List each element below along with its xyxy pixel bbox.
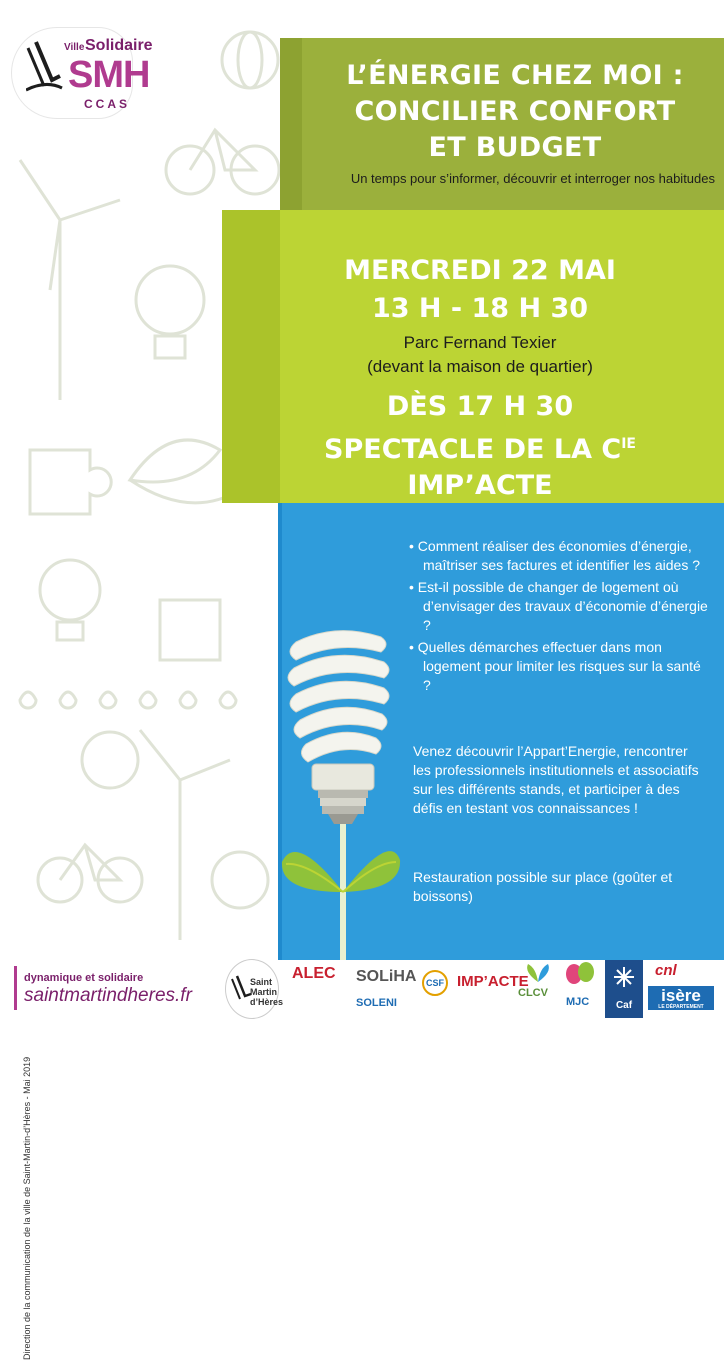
lightbulb-icon [136,266,204,358]
puzzle-piece-icon [160,600,220,660]
show-title [260,426,700,504]
partner-caf-text: Caf [615,1000,633,1011]
partner-smh-text: Saint Martin d’Hères [250,977,284,1007]
event-place-line: (devant la maison de quartier) [367,357,593,376]
partner-isere-subtext: LE DÉPARTEMENT [658,1004,704,1010]
question-list [409,537,709,698]
lightbulb-plant-illustration [276,622,406,960]
credit-text: Direction de la communication de la ville de Saint-Martin-d’Hères - Mai 2019 [22,1056,32,1360]
partner-logo-smh [226,960,284,1018]
event-place-line: Parc Fernand Texier [403,333,557,352]
partner-clcv-text: CLCV [518,987,548,999]
smh-ccas-logo [12,28,157,118]
bicycle-icon [166,130,279,194]
partner-logo-caf [605,960,643,1018]
logo-solidaire-text: Solidaire [85,37,153,54]
logo-smh-text: SMH [68,54,150,96]
partner-logo-impacte [457,973,529,990]
list-item: • Quelles démarches effectuer dans mon logement pour limiter les risques sur la santé ? [409,638,709,695]
partner-logo-cnl [655,962,677,979]
logo-ccas-text: CCAS [84,97,131,111]
title-line: L’ÉNERGIE CHEZ MOI : [346,60,684,91]
logo-ville-text: Ville [64,42,85,53]
info-paragraph: Venez découvrir l’Appart’Energie, rencontrer les professionnels institutionnels et associatifs sur les différents stands, et participer à des défis en testant vos connaissances ! [413,743,699,816]
balloon-icon [578,962,594,982]
list-item: • Comment réaliser des économies d’énergie, maîtriser ses factures et identifier les aides ? [409,537,709,575]
title-line: CONCILIER CONFORT [354,96,676,127]
lightbulb-icon [82,732,138,788]
water-drops-icon [20,692,236,708]
lightbulb-icon [40,560,100,640]
logo-mark-icon [26,40,66,100]
page-subtitle: Un temps pour s’informer, découvrir et interroger nos habitudes [350,171,715,186]
event-place [260,331,700,379]
show-title-suffix: IMP’ACTE [407,470,553,501]
partner-alec-text: ALEC [292,965,336,982]
stem-leaves-icon [282,824,400,960]
catering-text: Restauration possible sur place (goûter et boissons) [413,869,673,904]
footer-tagline: dynamique et solidaire [24,972,144,984]
partner-logo-clcv [518,962,558,999]
wind-turbine-icon [20,160,120,400]
clcv-leaf-icon [518,962,558,984]
partner-impacte-text: IMP’ACTE [457,973,529,990]
partner-soliha-text: SOLiHA [356,968,417,985]
cfl-bulb-icon [288,631,389,824]
puzzle-piece-icon [30,450,111,514]
bicycle-icon [38,845,142,902]
partner-logo-soleni [356,997,397,1009]
show-time: DÈS 17 H 30 [386,391,574,422]
partner-logo-isere [648,986,714,1010]
partner-csf-text: CSF [426,978,444,988]
globe-icon [222,32,278,88]
partner-cnl-text: cnl [655,962,677,979]
wind-turbine-icon [140,730,230,940]
show-title-sup: IE [621,436,636,452]
partner-logo-soliha [356,968,416,986]
partner-logo-csf [422,970,448,996]
partner-mjc-text: MJC [566,996,590,1008]
partner-logo-alec [292,965,336,983]
footer-website-link[interactable]: saintmartindheres.fr [24,985,192,1006]
show-title-prefix: SPECTACLE DE LA C [324,434,622,465]
title-line: ET BUDGET [428,132,602,163]
event-date: MERCREDI 22 MAI [344,255,616,286]
event-hours: 13 H - 18 H 30 [371,293,589,324]
partner-isere-text: isère [661,986,701,1005]
partner-soleni-text: SOLENI [356,997,397,1009]
page-title [330,58,700,166]
footer-accent-bar [14,966,17,1010]
snowflake-icon [613,966,635,988]
partner-logo-mjc [566,962,600,1020]
list-item: • Est-il possible de changer de logement où d’envisager des travaux d’économie d’énergie ? [409,578,709,635]
lightbulb-icon [212,852,268,908]
